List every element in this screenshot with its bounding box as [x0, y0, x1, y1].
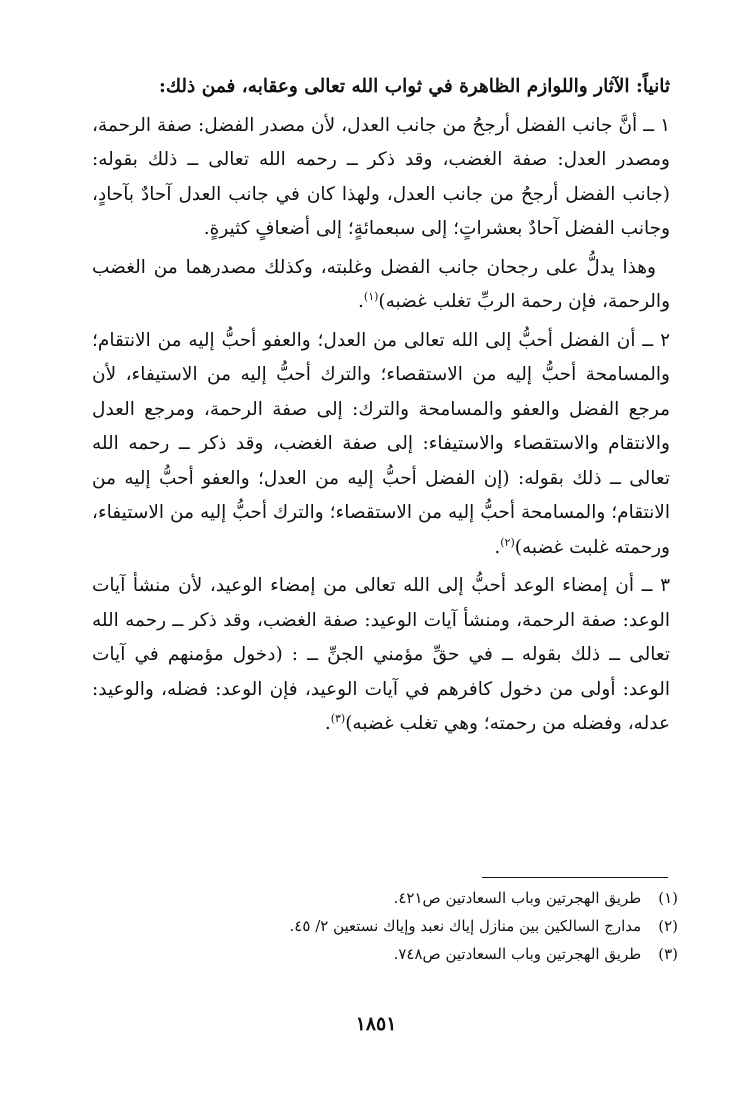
page-number: ١٨٥١ — [355, 1013, 397, 1035]
page-body — [92, 70, 670, 746]
section-heading: ثانياً: الآثار واللوازم الظاهرة في ثواب الله تعالى وعقابه، فمن ذلك: — [159, 76, 670, 97]
paragraph-3: ٢ ــ أن الفضل أحبُّ إلى الله تعالى من العدل؛ والعفو أحبُّ إليه من الانتقام؛ والمسامحة أحبُّ إليه من الاستقصاء؛ والترك أحبُّ إليه من الاستيفاء، لأن مرجع الفضل والعفو والمسامحة والترك: إلى صفة الرحمة، ومرجع العدل والانتقام والاستقصاء والاستيفاء: إلى صفة الغضب، وقد ذكر ــ رحمه الله تعالى ــ ذلك بقوله: (إن الفضل أحبُّ إليه من العدل؛ والعفو أحبُّ إليه من الانتقام؛ والمسامحة أحبُّ إليه من الاستقصاء؛ والترك أحبُّ إليه من الاستيفاء، ورحمته غلبت غضبه)$^{(٢)}$. — [92, 329, 670, 558]
footnote-text: طريق الهجرتين وباب السعادتين ص٧٤٨. — [393, 945, 642, 963]
footnote-ref-1[interactable]: (١) — [363, 289, 379, 303]
footnote-ref-3[interactable]: (٣) — [330, 711, 346, 725]
paragraph-2-text: وهذا يدلُّ على رجحان جانب الفضل وغلبته، وكذلك مصدرهما من الغضب والرحمة، فإن رحمة الربِّ تغلب غضبه) — [92, 256, 670, 312]
footnote-number: (٣) — [658, 945, 678, 963]
paragraph-4-text: ٣ ــ أن إمضاء الوعد أحبُّ إلى الله تعالى من إمضاء الوعيد، لأن منشأ آيات الوعد: صفة الرحمة، ومنشأ آيات الوعيد: صفة الغضب، وقد ذكر ــ رحمه الله تعالى ــ ذلك بقوله ــ في حقِّ مؤمني الجنِّ ــ : (دخول مؤمنهم في آيات الوعد: أولى من دخول كافرهم في آيات الوعيد، فإن الوعد: فضله، والوعيد: عدله، وفضله من رحمته؛ وهي تغلب غضبه) — [92, 575, 670, 734]
footnote-ref-2[interactable]: (٢) — [500, 535, 515, 549]
footnote-item — [160, 884, 678, 912]
paragraph-4: ٣ ــ أن إمضاء الوعد أحبُّ إلى الله تعالى من إمضاء الوعيد، لأن منشأ آيات الوعد: صفة الرحمة، ومنشأ آيات الوعيد: صفة الغضب، وقد ذكر ــ رحمه الله تعالى ــ ذلك بقوله ــ في حقِّ مؤمني الجنِّ ــ : (دخول مؤمنهم في آيات الوعد: أولى من دخول كافرهم في آيات الوعيد، فإن الوعد: فضله، والوعيد: عدله، وفضله من رحمته؛ وهي تغلب غضبه)$^{(٣)}$. — [92, 575, 670, 734]
footnote-text: طريق الهجرتين وباب السعادتين ص٤٢١. — [393, 889, 642, 907]
paragraph-1-text: ١ ــ أنَّ جانب الفضل أرجحُ من جانب العدل، لأن مصدر الفضل: صفة الرحمة، ومصدر العدل: صفة الغضب، وقد ذكر ــ رحمه الله تعالى ــ ذلك بقوله: (جانب الفضل أرجحُ من جانب العدل، ولهذا كان في جانب العدل آحادٌ بآحادٍ، وجانب الفضل آحادٌ بعشراتٍ؛ إلى سبعمائةٍ؛ إلى أضعافٍ كثيرةٍ. — [92, 114, 670, 239]
paragraph-2: وهذا يدلُّ على رجحان جانب الفضل وغلبته، وكذلك مصدرهما من الغضب والرحمة، فإن رحمة الربِّ تغلب غضبه)$^{(١)}$. — [92, 256, 670, 312]
footnotes — [160, 884, 678, 968]
paragraph-3-text: ٢ ــ أن الفضل أحبُّ إلى الله تعالى من العدل؛ والعفو أحبُّ إليه من الانتقام؛ والمسامحة أحبُّ إليه من الاستقصاء؛ والترك أحبُّ إليه من الاستيفاء، لأن مرجع الفضل والعفو والمسامحة والترك: إلى صفة الرحمة، ومرجع العدل والانتقام والاستقصاء والاستيفاء: إلى صفة الغضب، وقد ذكر ــ رحمه الله تعالى ــ ذلك بقوله: (إن الفضل أحبُّ إليه من العدل؛ والعفو أحبُّ إليه من الانتقام؛ والمسامحة أحبُّ إليه من الاستقصاء؛ والترك أحبُّ إليه من الاستيفاء، ورحمته غلبت غضبه) — [92, 329, 670, 558]
footnote-item — [160, 940, 678, 968]
footnote-number: (١) — [658, 889, 678, 907]
footnote-text: مدارج السالكين بين منازل إياك نعبد وإياك نستعين ٢/ ٤٥. — [289, 917, 642, 935]
footnote-item — [160, 912, 678, 940]
paragraph-1 — [92, 109, 670, 247]
footnote-divider — [482, 877, 668, 878]
footnote-number: (٢) — [658, 917, 678, 935]
